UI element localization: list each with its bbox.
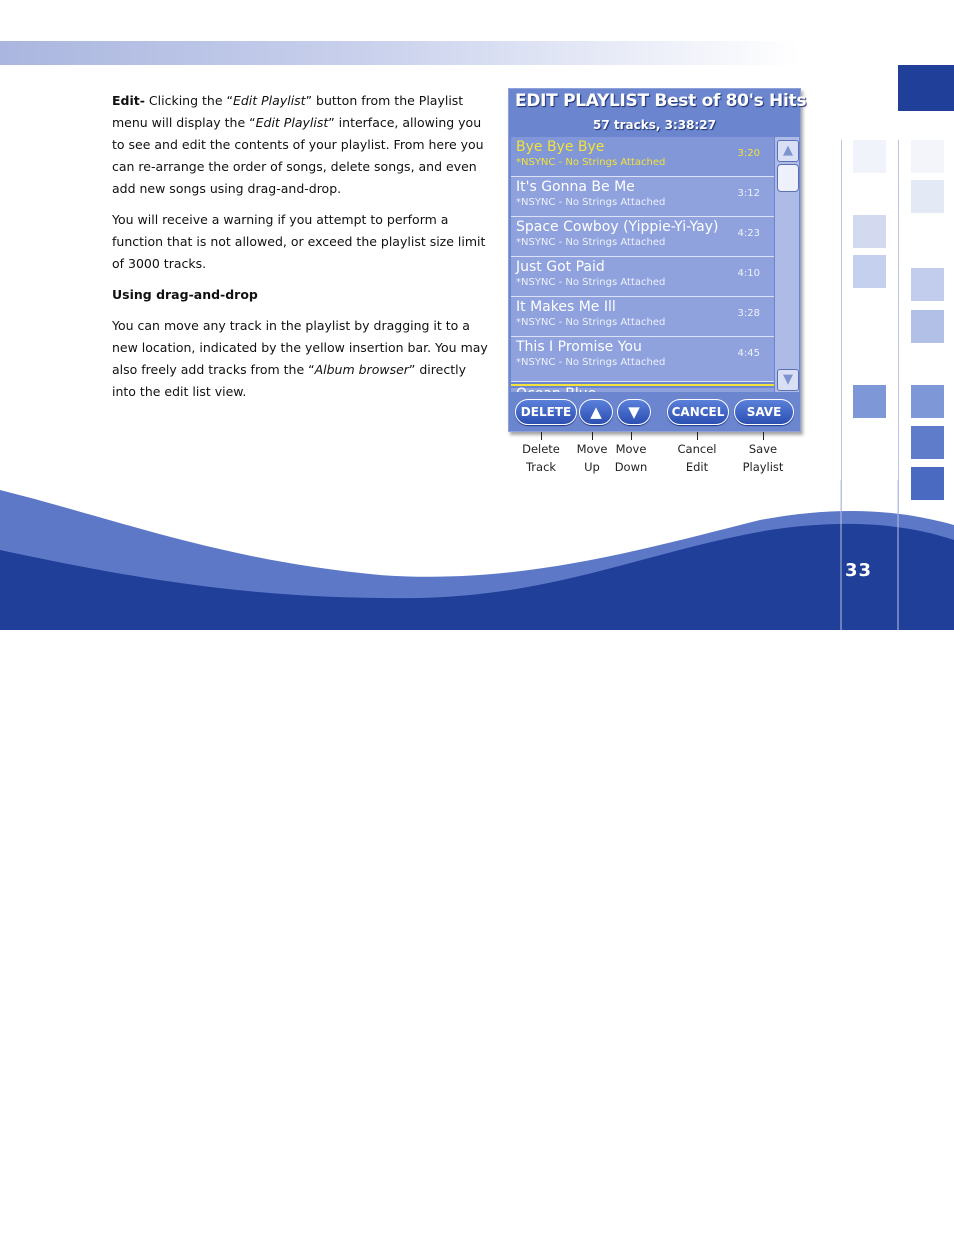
screen-subtitle: 57 tracks, 3:38:27	[593, 118, 716, 132]
track-list[interactable]	[511, 137, 774, 392]
track-row[interactable]	[511, 177, 774, 217]
track-row[interactable]	[511, 217, 774, 257]
callout-line: Cancel	[677, 442, 717, 456]
track-duration: 3:28	[737, 308, 760, 319]
track-artist: *NSYNC - No Strings Attached	[516, 317, 666, 328]
text-emphasis: Edit Playlist	[232, 93, 306, 108]
track-row[interactable]	[511, 297, 774, 337]
move-up-button[interactable]: ▲	[579, 399, 613, 425]
body-text	[112, 90, 492, 412]
track-row[interactable]	[511, 337, 774, 382]
track-title: It Makes Me Ill	[516, 299, 616, 315]
scrollbar-thumb[interactable]	[777, 164, 799, 192]
callout-tick	[592, 432, 593, 440]
deco-square	[911, 180, 944, 213]
deco-square	[911, 426, 944, 459]
track-artist: *NSYNC - No Strings Attached	[516, 277, 666, 288]
callout-line: Track	[525, 460, 557, 474]
callout-cancel-edit	[674, 432, 720, 476]
deco-square	[911, 385, 944, 418]
track-title: It's Gonna Be Me	[516, 179, 635, 195]
edit-lead: Edit-	[112, 93, 145, 108]
scroll-up-icon[interactable]: ▲	[777, 140, 799, 162]
paragraph-edit	[112, 90, 492, 200]
callout-line: Edit	[685, 460, 709, 474]
cancel-button[interactable]: CANCEL	[667, 399, 729, 425]
paragraph-warning: You will receive a warning if you attempt to perform a function that is not allowed, or exceed the playlist size limit of 3000 tracks.	[112, 212, 486, 271]
text-run: ” interface, allowing you to see and edit the contents of your playlist. From here you can re-arrange the order of songs, delete songs, and even add new songs using drag-and-drop.	[112, 115, 484, 196]
track-title: Space Cowboy (Yippie-Yi-Yay)	[516, 219, 719, 235]
track-title: Just Got Paid	[516, 259, 605, 275]
track-row[interactable]	[511, 257, 774, 297]
track-duration: 3:20	[737, 148, 760, 159]
page-number: 33	[845, 560, 873, 581]
text-emphasis: Album browser	[314, 362, 409, 377]
callout-tick	[631, 432, 632, 440]
callout-tick	[697, 432, 698, 440]
section-heading: Using drag-and-drop	[112, 287, 258, 302]
screen-title: EDIT PLAYLIST Best of 80's Hits	[515, 91, 807, 111]
callout-line: Delete	[522, 442, 560, 456]
paragraph-drag-drop	[112, 315, 492, 403]
deco-square	[911, 310, 944, 343]
track-title: Bye Bye Bye	[516, 139, 605, 155]
callout-tick	[541, 432, 542, 440]
deco-square	[853, 215, 886, 248]
track-duration: 4:10	[737, 268, 760, 279]
callout-tick	[763, 432, 764, 440]
text-run: You can move any track in the playlist by dragging it to a new location, indicated by the yellow insertion bar. You may also freely add tracks from the “	[112, 318, 488, 377]
deco-square	[853, 255, 886, 288]
callout-line: Down	[614, 460, 648, 474]
deco-square	[853, 140, 886, 173]
move-down-button[interactable]: ▼	[617, 399, 651, 425]
track-artist: *NSYNC - No Strings Attached	[516, 197, 666, 208]
corner-tab	[898, 65, 954, 111]
callout-line: Move	[576, 442, 608, 456]
track-duration: 4:45	[737, 348, 760, 359]
save-button[interactable]: SAVE	[734, 399, 794, 425]
text-emphasis: Edit Playlist	[255, 115, 329, 130]
callout-line: Up	[584, 460, 600, 474]
delete-button[interactable]: DELETE	[515, 399, 577, 425]
track-duration: 4:23	[737, 228, 760, 239]
callout-line: Save	[748, 442, 778, 456]
text-run: Clicking the “	[144, 93, 233, 108]
track-duration: 3:12	[737, 188, 760, 199]
footer-wave	[0, 480, 954, 630]
track-artist: *NSYNC - No Strings Attached	[516, 237, 666, 248]
deco-square	[911, 140, 944, 173]
scrollbar[interactable]	[775, 137, 799, 392]
callout-move-down	[608, 432, 654, 476]
header-gradient-band	[0, 41, 800, 65]
track-artist: *NSYNC - No Strings Attached	[516, 157, 666, 168]
track-title: This I Promise You	[516, 339, 642, 355]
scroll-down-icon[interactable]: ▼	[777, 369, 799, 391]
text-run: ” directly into the edit list view.	[112, 362, 466, 399]
track-row[interactable]	[511, 137, 774, 177]
callout-delete-track	[516, 432, 566, 476]
deco-square	[911, 268, 944, 301]
callout-line: Move	[615, 442, 647, 456]
edit-playlist-screenshot	[508, 88, 807, 432]
button-bar	[509, 392, 800, 431]
track-artist: *NSYNC - No Strings Attached	[516, 357, 666, 368]
deco-square	[853, 385, 886, 418]
callout-save-playlist	[737, 432, 789, 476]
callout-line: Playlist	[742, 460, 784, 474]
text-run: ” button from the Playlist menu will display the “	[112, 93, 464, 130]
